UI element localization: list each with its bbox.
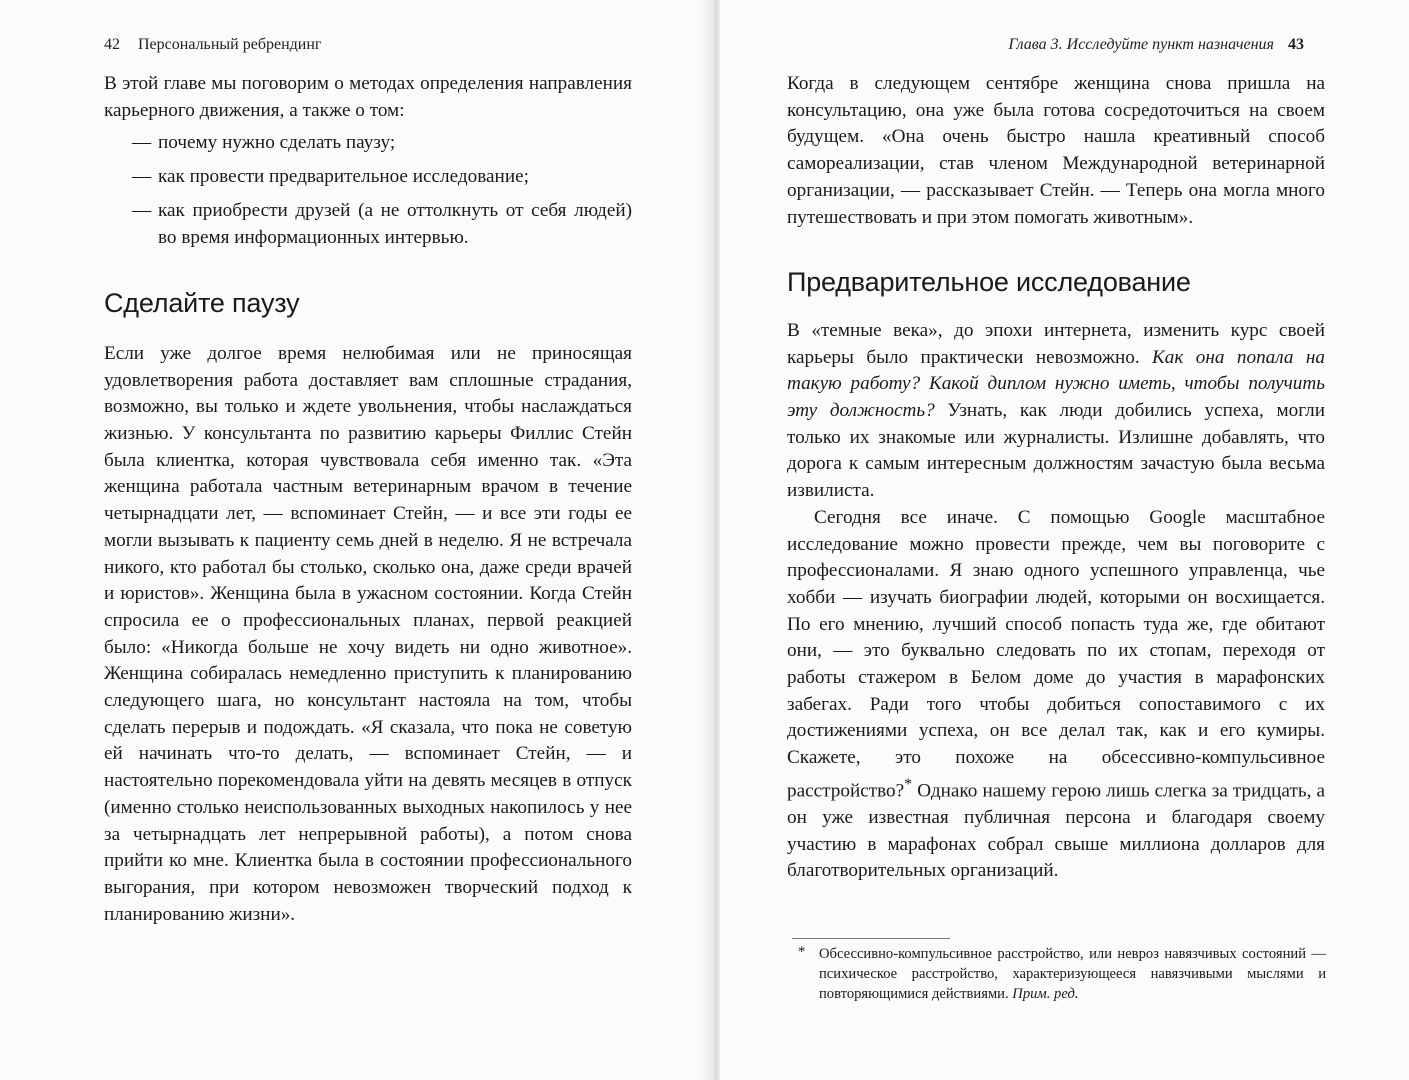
left-running-head-title: Персональный ребрендинг (138, 36, 322, 53)
right-page-body (787, 71, 1325, 885)
list-item-text: как провести предварительное исследование; (158, 166, 529, 188)
research-paragraph-1 (787, 318, 1325, 505)
right-running-head-title: Глава 3. Исследуйте пункт назначения (1008, 36, 1274, 53)
research-paragraph-2 (787, 505, 1325, 885)
list-item (132, 164, 632, 191)
footnote-rule (792, 938, 950, 939)
list-item-text: почему нужно сделать паузу; (158, 132, 396, 154)
left-running-head (104, 36, 321, 54)
dash-marker: — (132, 166, 152, 188)
list-item (132, 130, 632, 157)
paragraph-text: Узнать, как люди добились успеха, могли только их знакомые или журналисты. Излишне добавлять, что дорога к самым интересным должностям зачастую была весьма извилиста. (787, 400, 1325, 502)
footnote-text: Обсессивно-компульсивное расстройство, или невроз навязчивых состояний — психическое расстройство, характеризующееся навязчивыми мыслями и повторяющимися действиями. (819, 946, 1326, 1002)
paragraph-text: В «темные века», до эпохи интернета, изменить курс своей карьеры было практически невозможно. (787, 319, 1325, 368)
editor-note: Прим. ред. (1012, 986, 1079, 1002)
footnote (792, 944, 1326, 1004)
italic-questions: Как она попала на такую работу? Какой диплом нужно иметь, чтобы получить эту должность? (787, 346, 1326, 422)
continued-paragraph: Когда в следующем сентябре женщина снова пришла на консультацию, она уже была готова сосредоточиться на своем будущем. «Она очень быстро нашла креативный способ самореализации, став членом Международной ветеринарной организации, — рассказывает Стейн. — Теперь она могла много путешествовать и при этом помогать животным». (787, 73, 1325, 228)
footnote-reference: * (904, 775, 913, 793)
right-page (720, 0, 1409, 1080)
left-page-number: 42 (104, 36, 120, 53)
right-page-number: 43 (1288, 36, 1304, 53)
intro-paragraph: В этой главе мы поговорим о методах определения направления карьерного движения, а также о том: (104, 73, 632, 121)
footnote-mark: * (798, 944, 806, 960)
left-page-body (104, 71, 632, 928)
list-item-text: как приобрести друзей (а не оттолкнуть от себя людей) во время информационных интервью. (158, 199, 632, 248)
chapter-topics-list (104, 130, 632, 251)
dash-marker: — (132, 199, 152, 221)
right-running-head (1008, 36, 1304, 54)
dash-marker: — (132, 132, 152, 154)
section-heading-research: Предварительное исследование (787, 267, 1191, 298)
paragraph-text: Однако нашему герою лишь слегка за тридцать, а он уже известная публичная персона и благодаря своему участию в марафонах собрал свыше миллиона долларов для благотворительных организаций. (787, 780, 1325, 882)
pause-section-paragraph: Если уже долгое время нелюбимая или не приносящая удовлетворения работа доставляет вам сплошные страдания, возможно, вы только и ждете увольнения, чтобы наслаждаться жизнью. У консультанта по развитию карьеры Филлис Стейн была клиентка, которая чувствовала себя именно так. «Эта женщина работала частным ветеринарным врачом в течение четырнадцати лет, — вспоминает Стейн, — и все эти годы ее могли вызывать к пациенту семь дней в неделю. Я не встречала никого, кто работал бы столько, сколько она, даже среди врачей и юристов». Женщина была в ужасном состоянии. Когда Стейн спросила ее о профессиональных планах, первой реакцией было: «Никогда больше не хочу видеть ни одно животное». Женщина собиралась немедленно приступить к планированию следующего шага, но консультант настояла на том, чтобы сделать перерыв и подождать. «Я сказала, что пока не советую ей начинать что-то делать, — вспоминает Стейн, — и настоятельно порекомендовала уйти на девять месяцев в отпуск (именно столько неиспользованных выходных накопилось у нее за четырнадцать лет непрерывной работы), а потом снова прийти ко мне. Клиентка была в состоянии профессионального выгорания, при котором невозможен творческий подход к планированию жизни». (104, 342, 632, 925)
footnote-text-block (792, 944, 1326, 1004)
list-item (132, 198, 632, 251)
section-heading-pause: Сделайте паузу (104, 288, 300, 319)
paragraph-text: Сегодня все иначе. С помощью Google масштабное исследование можно провести прежде, чем вы поговорите с профессионалами. Я знаю одного успешного управленца, чье хобби — изучать биографии людей, которыми он восхищается. По его мнению, лучший способ попасть туда же, где обитают они, — это буквально следовать по их стопам, переходя от работы стажером в Белом доме до участия в марафонских забегах. Ради того чтобы добиться сопоставимого с их достижениями успеха, он все делал так, как и его кумиры. Скажете, это похоже на обсессивно-компульсивное расстройство? (787, 506, 1325, 802)
